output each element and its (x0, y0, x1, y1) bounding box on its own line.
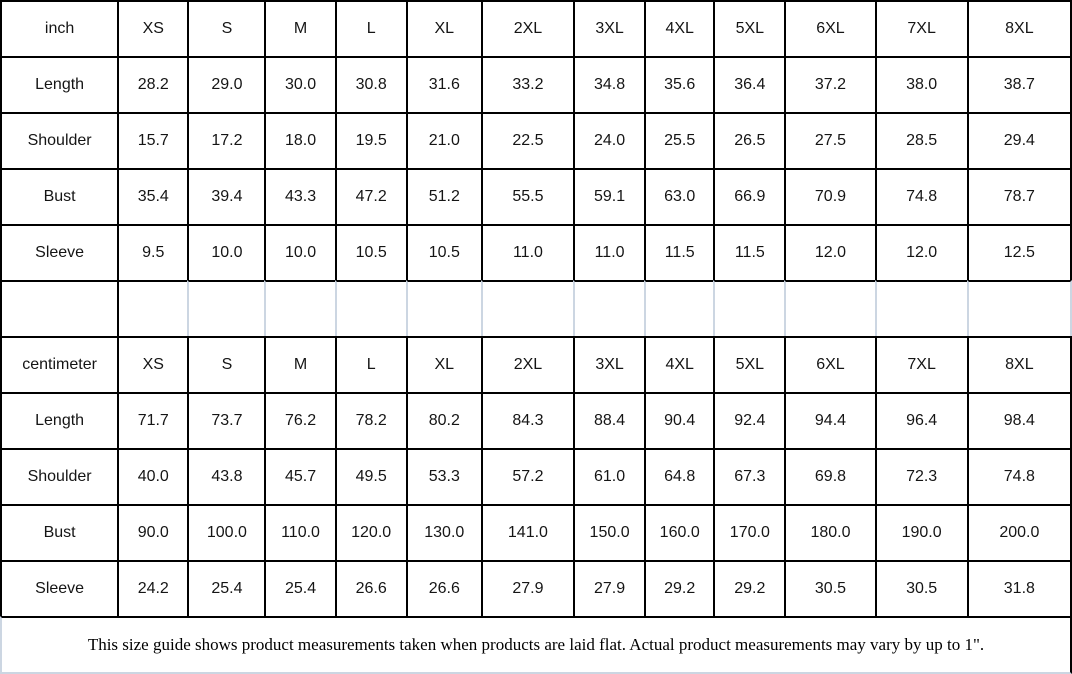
measurement-cell: 47.2 (335, 168, 406, 224)
measurement-cell: 150.0 (573, 504, 644, 560)
measurement-cell: 9.5 (117, 224, 187, 280)
measurement-cell: 100.0 (187, 504, 264, 560)
measurement-row-sleeve-inch (0, 224, 1072, 280)
row-label-cell: Length (0, 56, 117, 112)
footer-row (0, 616, 1072, 674)
measurement-cell: 45.7 (264, 448, 334, 504)
measurement-cell: 18.0 (264, 112, 334, 168)
measurement-cell: 12.5 (967, 224, 1072, 280)
measurement-cell: 29.2 (644, 560, 713, 616)
measurement-cell: 17.2 (187, 112, 264, 168)
measurement-cell: 26.5 (713, 112, 784, 168)
measurement-cell: 74.8 (967, 448, 1072, 504)
measurement-cell: 53.3 (406, 448, 481, 504)
measurement-cell: 26.6 (406, 560, 481, 616)
measurement-cell: 11.5 (644, 224, 713, 280)
size-header-cell: 6XL (784, 336, 874, 392)
measurement-cell: 72.3 (875, 448, 967, 504)
spacer-cell (335, 280, 406, 336)
measurement-cell: 73.7 (187, 392, 264, 448)
measurement-cell: 43.3 (264, 168, 334, 224)
measurement-cell: 11.5 (713, 224, 784, 280)
measurement-cell: 35.6 (644, 56, 713, 112)
measurement-cell: 35.4 (117, 168, 187, 224)
measurement-cell: 27.9 (481, 560, 573, 616)
size-header-cell: S (187, 336, 264, 392)
measurement-cell: 34.8 (573, 56, 644, 112)
measurement-cell: 29.4 (967, 112, 1072, 168)
size-header-cell: M (264, 336, 334, 392)
unit-header-cell: centimeter (0, 336, 117, 392)
measurement-cell: 12.0 (784, 224, 874, 280)
measurement-cell: 39.4 (187, 168, 264, 224)
size-header-cell: 5XL (713, 336, 784, 392)
measurement-cell: 57.2 (481, 448, 573, 504)
spacer-cell (875, 280, 967, 336)
measurement-cell: 71.7 (117, 392, 187, 448)
spacer-cell (784, 280, 874, 336)
measurement-cell: 90.4 (644, 392, 713, 448)
measurement-cell: 59.1 (573, 168, 644, 224)
measurement-cell: 76.2 (264, 392, 334, 448)
measurement-cell: 10.0 (264, 224, 334, 280)
measurement-cell: 49.5 (335, 448, 406, 504)
size-header-cell: XS (117, 336, 187, 392)
measurement-row-sleeve-centimeter (0, 560, 1072, 616)
measurement-row-shoulder-inch (0, 112, 1072, 168)
measurement-cell: 29.0 (187, 56, 264, 112)
size-header-cell: 7XL (875, 0, 967, 56)
row-label-cell: Sleeve (0, 560, 117, 616)
measurement-cell: 31.8 (967, 560, 1072, 616)
measurement-cell: 30.5 (784, 560, 874, 616)
row-label-cell: Bust (0, 504, 117, 560)
measurement-cell: 98.4 (967, 392, 1072, 448)
measurement-cell: 28.2 (117, 56, 187, 112)
measurement-cell: 28.5 (875, 112, 967, 168)
spacer-cell (117, 280, 187, 336)
measurement-cell: 36.4 (713, 56, 784, 112)
measurement-cell: 38.0 (875, 56, 967, 112)
unit-header-cell: inch (0, 0, 117, 56)
measurement-cell: 90.0 (117, 504, 187, 560)
measurement-cell: 15.7 (117, 112, 187, 168)
measurement-cell: 190.0 (875, 504, 967, 560)
measurement-row-length-inch (0, 56, 1072, 112)
measurement-cell: 40.0 (117, 448, 187, 504)
measurement-cell: 27.9 (573, 560, 644, 616)
size-header-row-centimeter (0, 336, 1072, 392)
measurement-row-bust-centimeter (0, 504, 1072, 560)
measurement-cell: 10.5 (406, 224, 481, 280)
measurement-cell: 160.0 (644, 504, 713, 560)
size-header-cell: 2XL (481, 0, 573, 56)
measurement-cell: 64.8 (644, 448, 713, 504)
row-label-cell: Shoulder (0, 448, 117, 504)
size-header-cell: XL (406, 336, 481, 392)
measurement-cell: 10.0 (187, 224, 264, 280)
spacer-cell (481, 280, 573, 336)
size-header-cell: 3XL (573, 0, 644, 56)
measurement-cell: 26.6 (335, 560, 406, 616)
spacer-cell (264, 280, 334, 336)
measurement-cell: 78.7 (967, 168, 1072, 224)
measurement-cell: 30.8 (335, 56, 406, 112)
size-header-cell: 8XL (967, 336, 1072, 392)
measurement-cell: 80.2 (406, 392, 481, 448)
measurement-cell: 25.4 (187, 560, 264, 616)
row-label-cell: Bust (0, 168, 117, 224)
measurement-cell: 11.0 (481, 224, 573, 280)
measurement-cell: 33.2 (481, 56, 573, 112)
measurement-cell: 19.5 (335, 112, 406, 168)
size-header-cell: 8XL (967, 0, 1072, 56)
size-header-cell: XL (406, 0, 481, 56)
measurement-cell: 38.7 (967, 56, 1072, 112)
measurement-cell: 37.2 (784, 56, 874, 112)
measurement-cell: 21.0 (406, 112, 481, 168)
measurement-cell: 96.4 (875, 392, 967, 448)
measurement-cell: 74.8 (875, 168, 967, 224)
size-header-cell: XS (117, 0, 187, 56)
measurement-cell: 51.2 (406, 168, 481, 224)
measurement-cell: 29.2 (713, 560, 784, 616)
size-header-cell: 4XL (644, 0, 713, 56)
size-header-cell: 7XL (875, 336, 967, 392)
measurement-cell: 55.5 (481, 168, 573, 224)
spacer-cell (187, 280, 264, 336)
measurement-cell: 84.3 (481, 392, 573, 448)
measurement-cell: 43.8 (187, 448, 264, 504)
spacer-cell (406, 280, 481, 336)
measurement-cell: 120.0 (335, 504, 406, 560)
measurement-cell: 30.5 (875, 560, 967, 616)
measurement-cell: 200.0 (967, 504, 1072, 560)
measurement-cell: 92.4 (713, 392, 784, 448)
row-label-cell: Length (0, 392, 117, 448)
size-header-cell: L (335, 336, 406, 392)
measurement-row-bust-inch (0, 168, 1072, 224)
measurement-cell: 130.0 (406, 504, 481, 560)
measurement-cell: 27.5 (784, 112, 874, 168)
measurement-cell: 24.2 (117, 560, 187, 616)
measurement-cell: 66.9 (713, 168, 784, 224)
size-header-cell: 5XL (713, 0, 784, 56)
size-header-cell: 2XL (481, 336, 573, 392)
spacer-cell (0, 280, 117, 336)
measurement-cell: 25.5 (644, 112, 713, 168)
measurement-cell: 78.2 (335, 392, 406, 448)
measurement-cell: 67.3 (713, 448, 784, 504)
measurement-cell: 180.0 (784, 504, 874, 560)
size-header-cell: S (187, 0, 264, 56)
spacer-cell (713, 280, 784, 336)
measurement-cell: 69.8 (784, 448, 874, 504)
measurement-cell: 141.0 (481, 504, 573, 560)
measurement-cell: 22.5 (481, 112, 573, 168)
size-header-cell: 4XL (644, 336, 713, 392)
measurement-row-shoulder-centimeter (0, 448, 1072, 504)
measurement-cell: 31.6 (406, 56, 481, 112)
measurement-cell: 110.0 (264, 504, 334, 560)
row-label-cell: Shoulder (0, 112, 117, 168)
row-label-cell: Sleeve (0, 224, 117, 280)
measurement-cell: 170.0 (713, 504, 784, 560)
size-chart-footer (0, 616, 1072, 674)
measurement-cell: 63.0 (644, 168, 713, 224)
size-header-cell: 6XL (784, 0, 874, 56)
measurement-cell: 12.0 (875, 224, 967, 280)
measurement-cell: 24.0 (573, 112, 644, 168)
measurement-cell: 11.0 (573, 224, 644, 280)
footer-note: This size guide shows product measurements taken when products are laid flat. Actual product measurements may vary by up to 1". (0, 616, 1072, 674)
measurement-cell: 10.5 (335, 224, 406, 280)
spacer-cell (967, 280, 1072, 336)
measurement-cell: 94.4 (784, 392, 874, 448)
measurement-cell: 88.4 (573, 392, 644, 448)
spacer-cell (573, 280, 644, 336)
size-header-cell: 3XL (573, 336, 644, 392)
measurement-cell: 70.9 (784, 168, 874, 224)
measurement-cell: 30.0 (264, 56, 334, 112)
spacer-cell (644, 280, 713, 336)
size-header-cell: L (335, 0, 406, 56)
measurement-cell: 61.0 (573, 448, 644, 504)
measurement-row-length-centimeter (0, 392, 1072, 448)
measurement-cell: 25.4 (264, 560, 334, 616)
size-header-cell: M (264, 0, 334, 56)
size-header-row-inch (0, 0, 1072, 56)
spacer-row (0, 280, 1072, 336)
